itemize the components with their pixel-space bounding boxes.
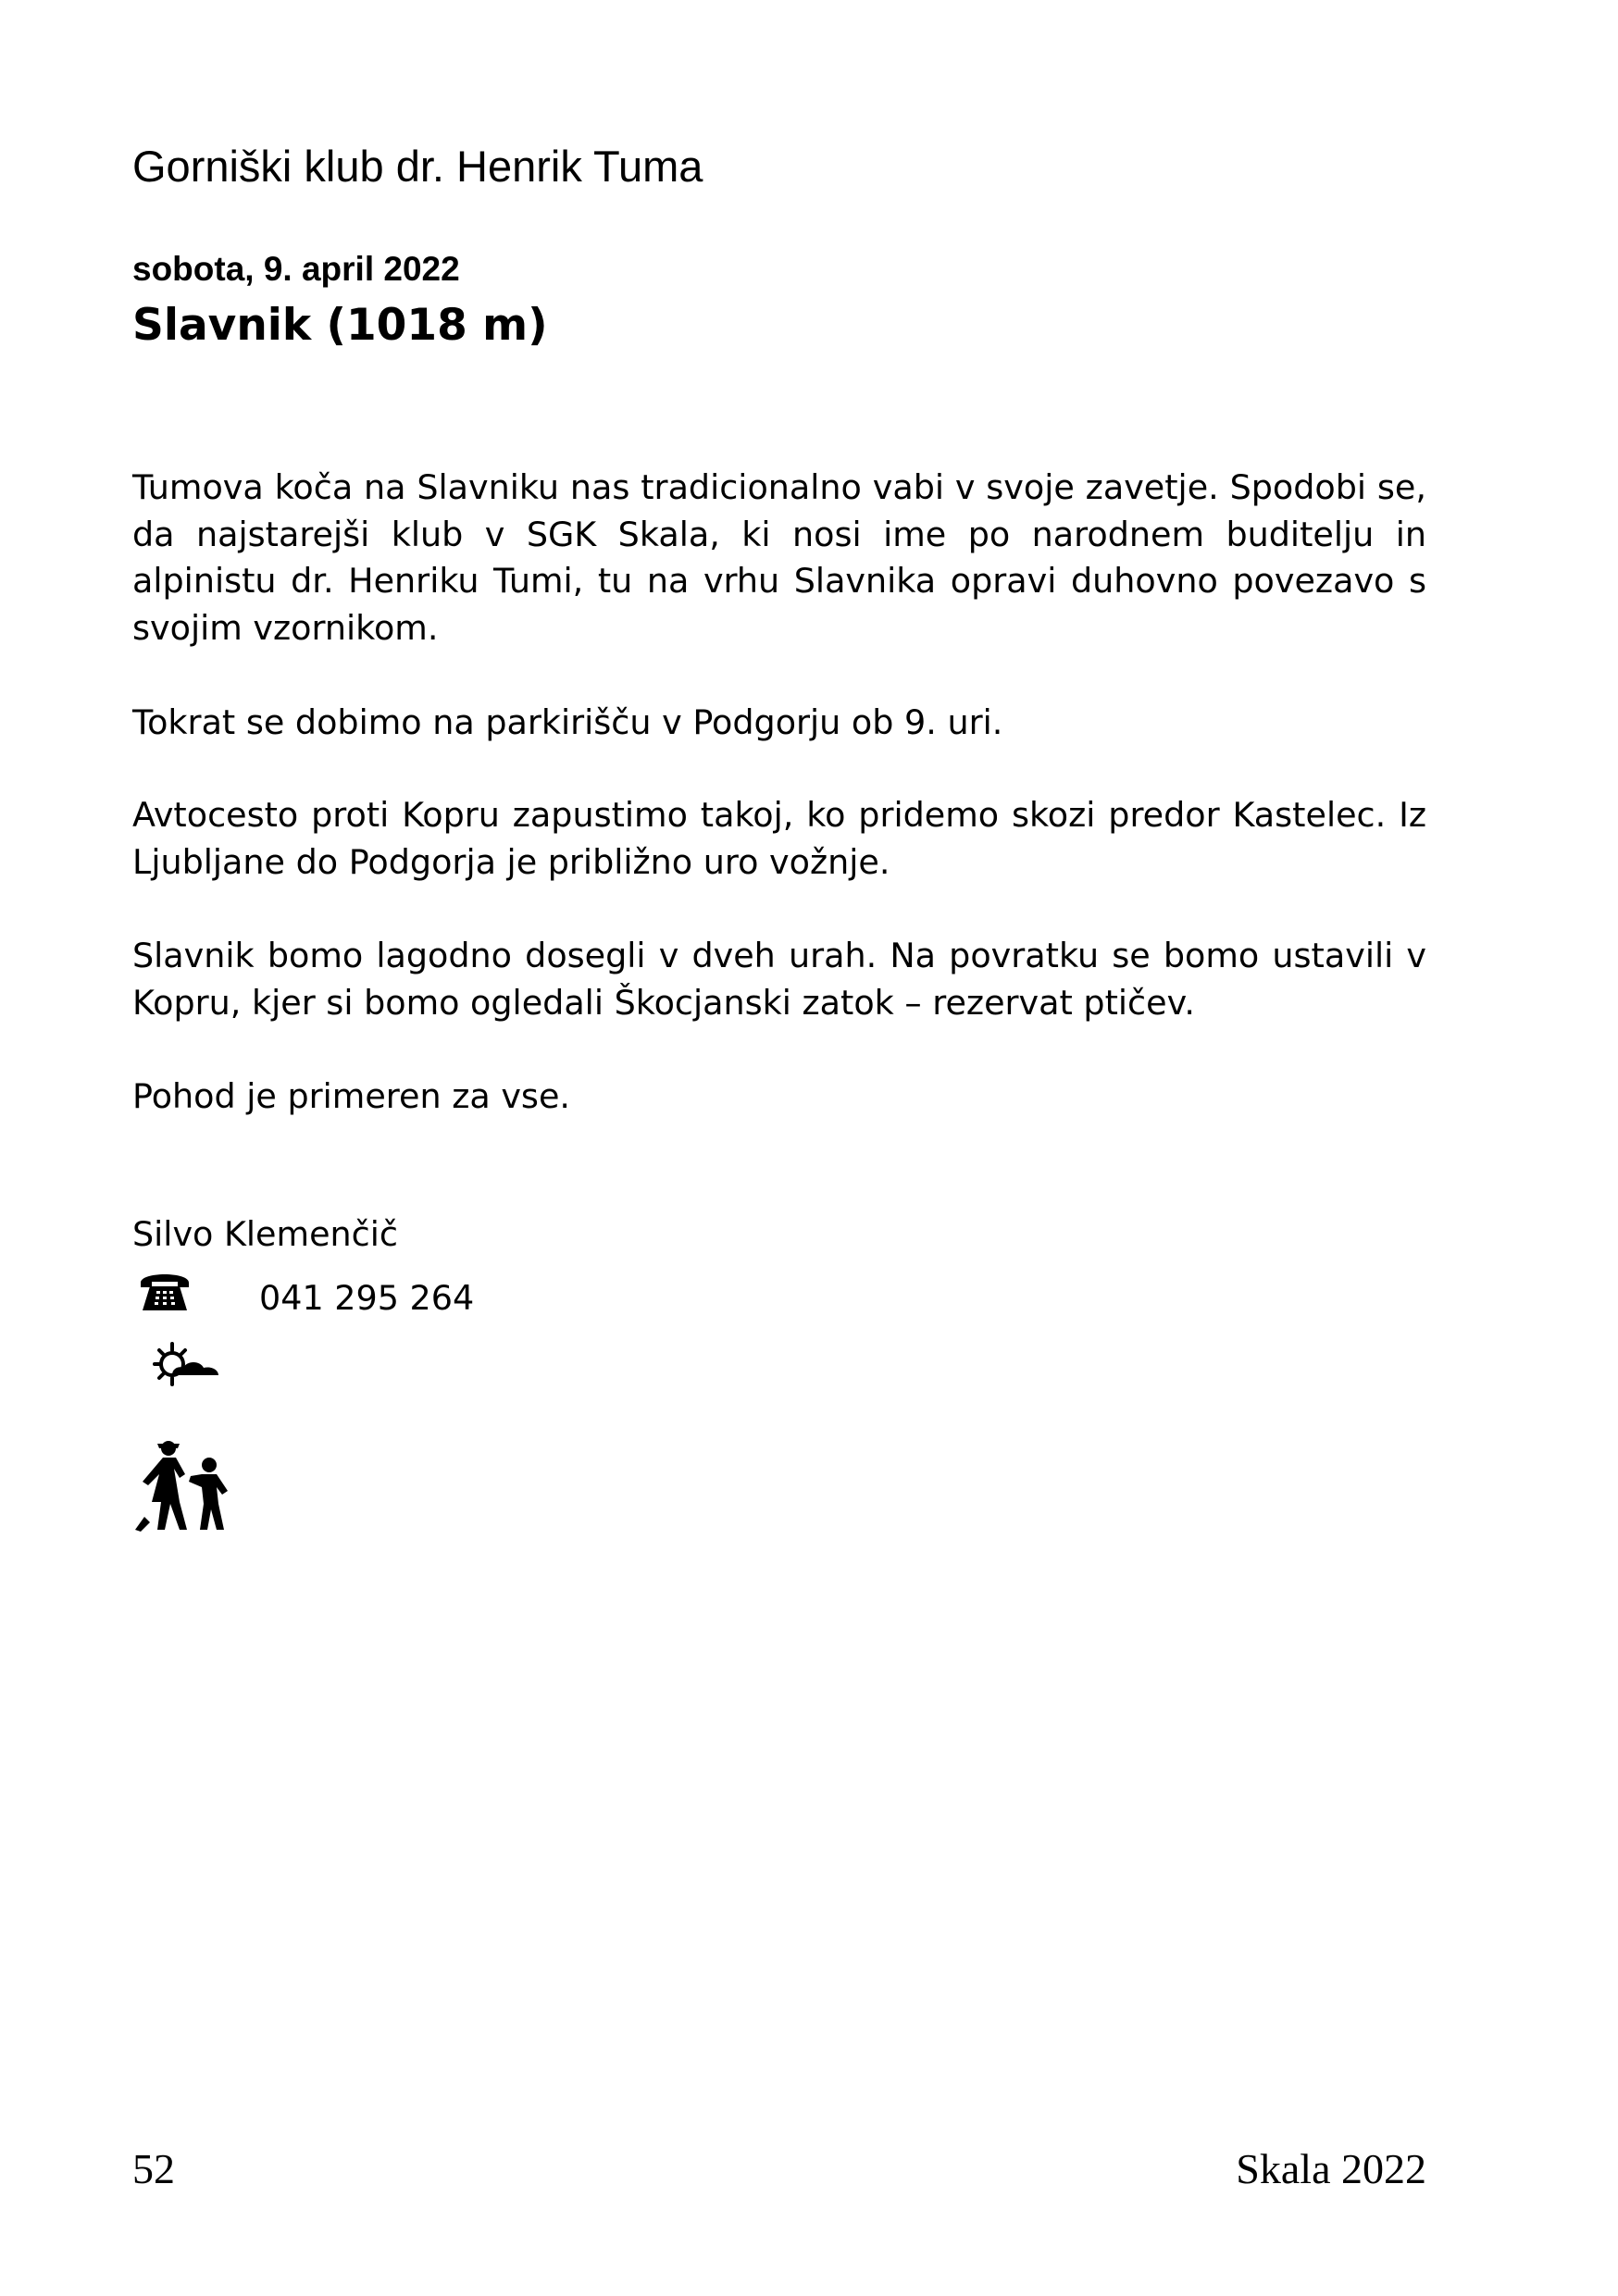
contact-name: Silvo Klemenčič <box>132 1214 398 1254</box>
hikers-icon <box>131 1437 243 1533</box>
paragraph-directions: Avtocesto proti Kopru zapustimo takoj, ko pridemo skozi predor Kastelec. Iz Ljubljane do Podgorja je približno uro vožnje. <box>132 795 1426 882</box>
weather-icon <box>152 1340 226 1392</box>
paragraph-intro: Tumova koča na Slavniku nas tradicionalno vabi v svoje zavetje. Spodobi se, da najstarejši klub v SGK Skala, ki nosi ime po narodnem buditelju in alpinistu dr. Henriku Tumi, tu na vrhu Slavnika opravi duhovno povezavo s svojim vzornikom. <box>132 467 1426 648</box>
paragraph-suitability: Pohod je primeren za vse. <box>132 1076 571 1116</box>
paragraph-meeting: Tokrat se dobimo na parkirišču v Podgorju ob 9. uri. <box>132 702 1003 742</box>
event-date: sobota, 9. april 2022 <box>132 250 460 288</box>
publication-title: Skala 2022 <box>1236 2145 1426 2192</box>
contact-phone: 041 295 264 <box>259 1278 475 1318</box>
page-number: 52 <box>132 2145 175 2192</box>
telephone-icon <box>137 1266 193 1314</box>
club-name: Gorniški klub dr. Henrik Tuma <box>132 142 703 191</box>
event-title: Slavnik (1018 m) <box>132 300 548 351</box>
paragraph-route: Slavnik bomo lagodno dosegli v dveh urah. Na povratku se bomo ustavili v Kopru, kjer si bomo ogledali Škocjanski zatok – rezervat ptičev. <box>132 936 1426 1023</box>
